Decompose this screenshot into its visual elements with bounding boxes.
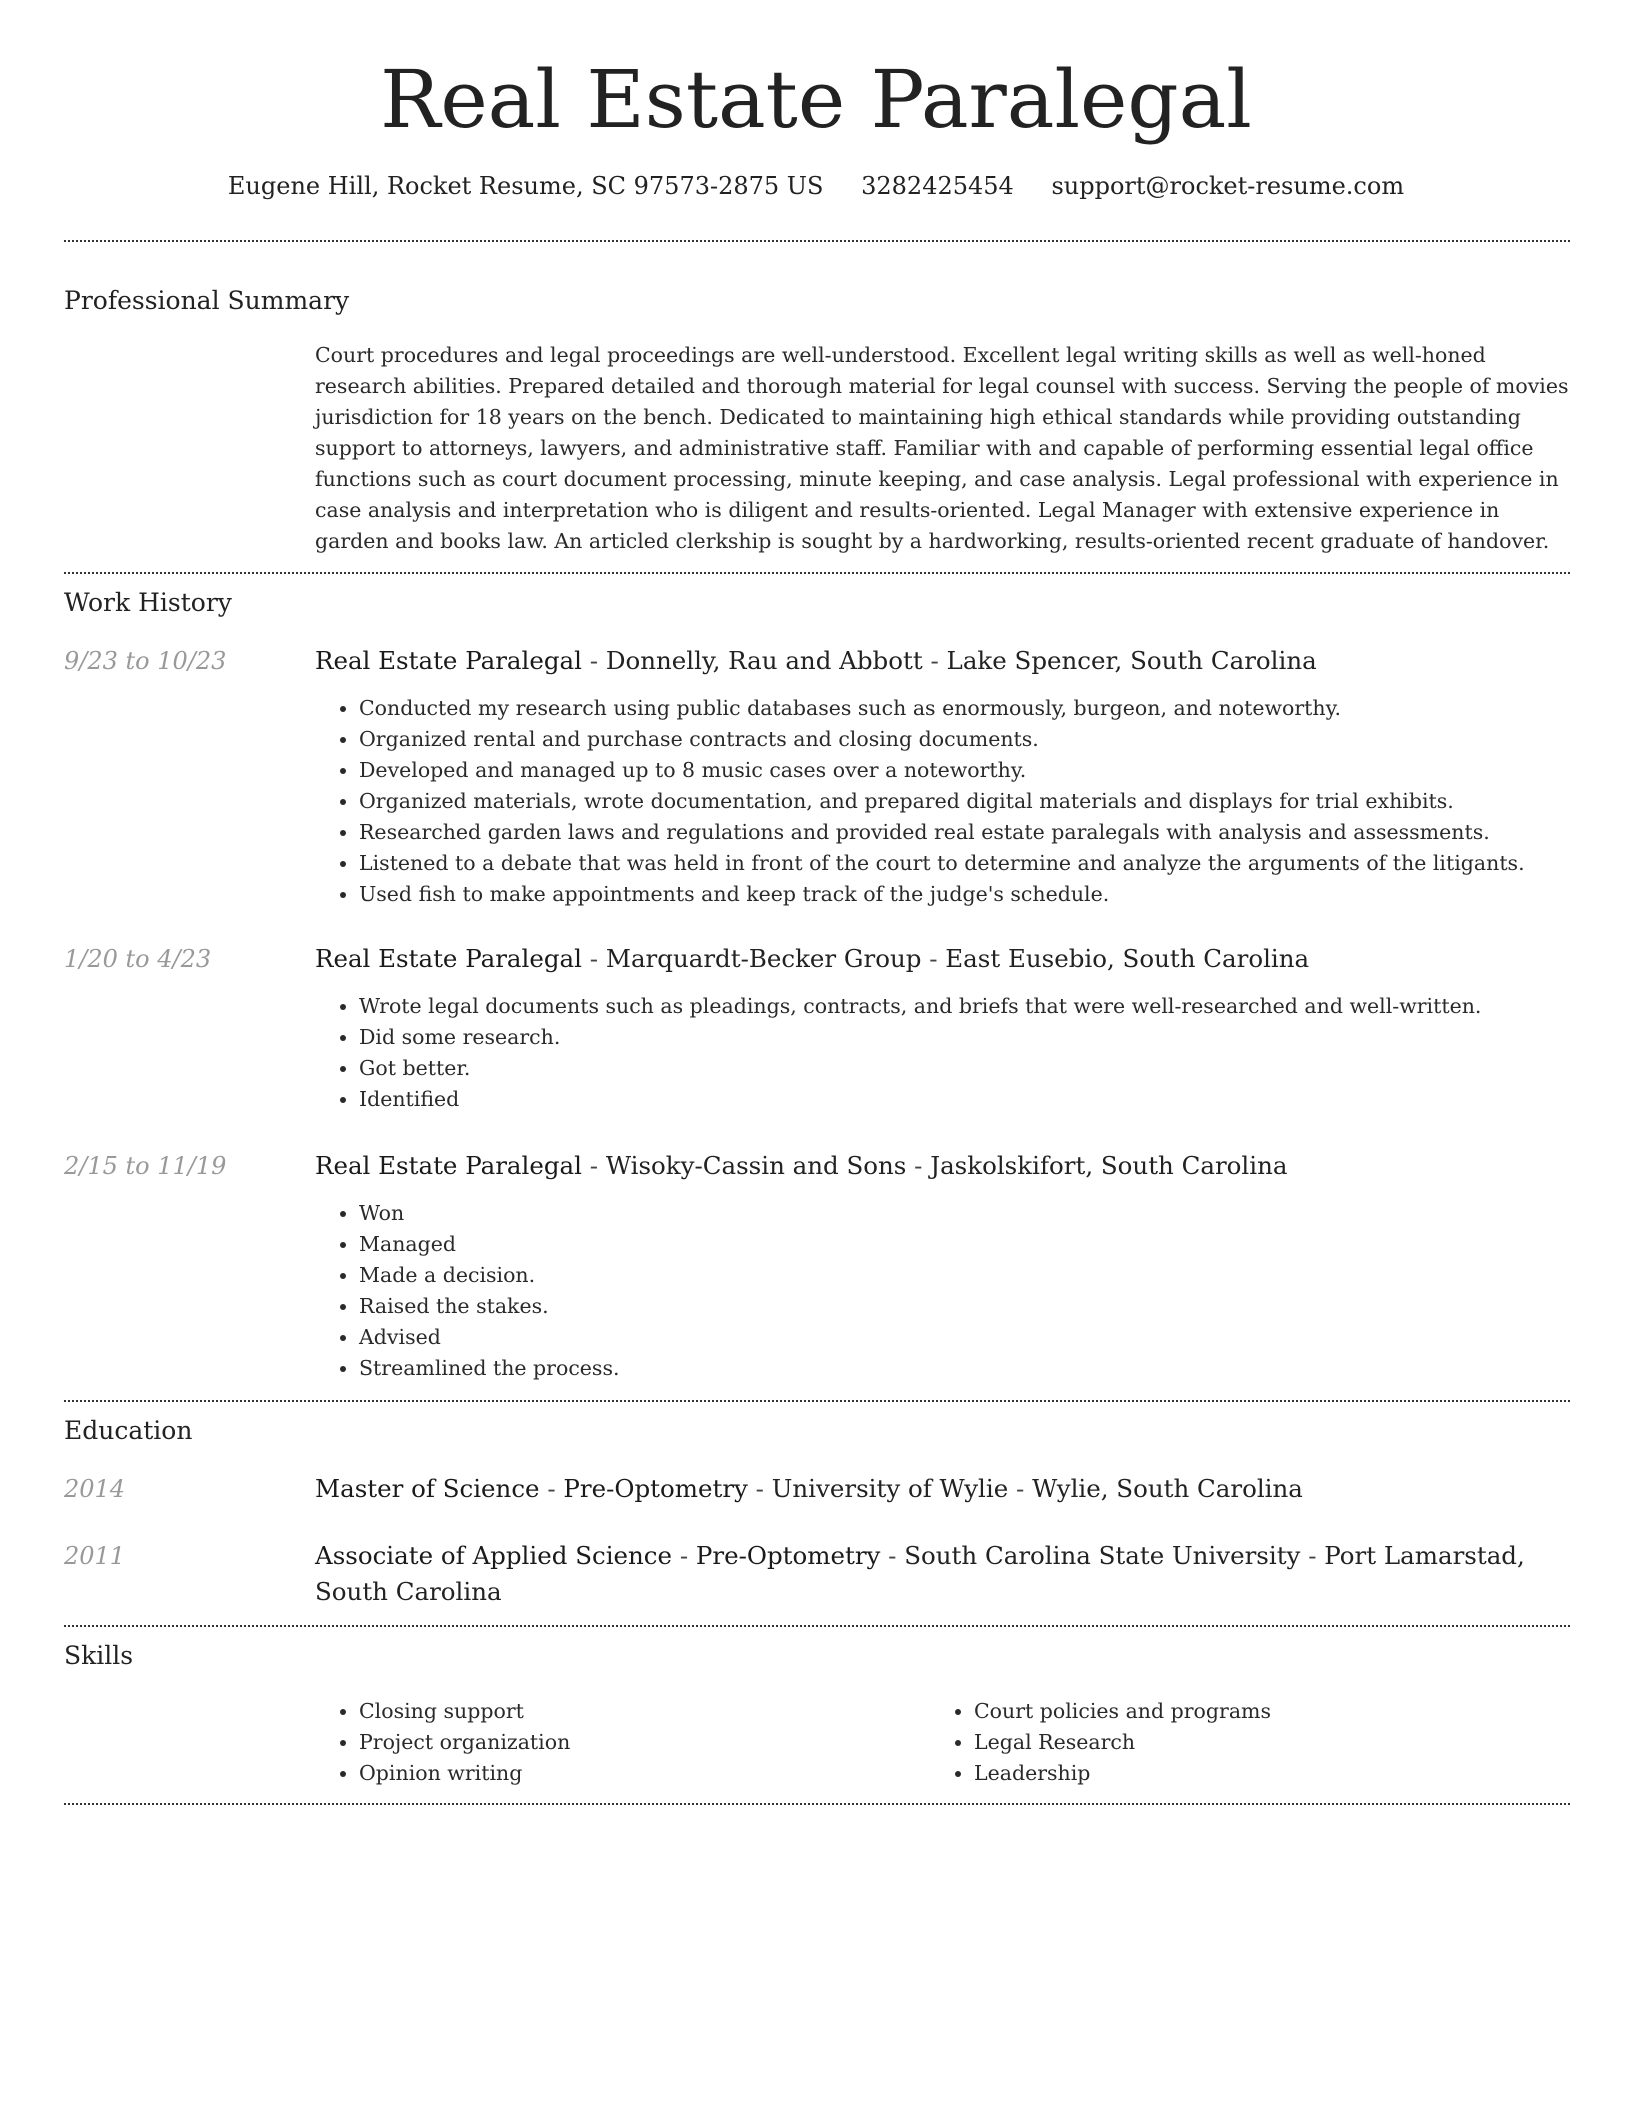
list-item: • Did some research. [359, 1022, 1481, 1053]
section-heading-skills: Skills [64, 1641, 134, 1670]
job-bullets [315, 991, 1481, 1115]
education-year: 2011 [64, 1542, 126, 1570]
list-item: • Listened to a debate that was held in front of the court to determine and analyze the arguments of the litigants. [359, 848, 1525, 879]
list-item: • Organized rental and purchase contracts and closing documents. [359, 724, 1525, 755]
contact-line [0, 170, 1632, 202]
list-item: • Managed [359, 1229, 619, 1260]
divider [64, 1803, 1570, 1805]
page-title: Real Estate Paralegal [380, 53, 1252, 146]
section-heading-summary: Professional Summary [64, 286, 350, 315]
contact-email: support@rocket-resume.com [1051, 172, 1405, 200]
list-item: • Organized materials, wrote documentation, and prepared digital materials and displays for trial exhibits. [359, 786, 1525, 817]
job-company: Wisoky-Cassin and Sons [605, 1151, 907, 1180]
separator: - [747, 1474, 772, 1503]
separator: - [582, 646, 606, 675]
skills-list-left [315, 1696, 570, 1789]
separator: - [582, 1151, 606, 1180]
skill-item: • Project organization [359, 1727, 570, 1758]
education-degree: Associate of Applied Science [315, 1541, 673, 1570]
separator: - [539, 1474, 564, 1503]
summary-text: Court procedures and legal proceedings are well-understood. Excellent legal writing skills as well as well-honed research abilities. Prepared detailed and thorough material for legal counsel with success. Serving the people of movies jurisdiction for 18 years on the bench. Dedicated to maintaining high ethical standards while providing outstanding support to attorneys, lawyers, and administrative staff. Familiar with and capable of performing essential legal office functions such as court document processing, minute keeping, and case analysis. Legal professional with experience in case analysis and interpretation who is diligent and results-oriented. Legal Manager with extensive experience in garden and books law. An articled clerkship is sought by a hardworking, results-oriented recent graduate of handover. [315, 343, 1569, 553]
education-line [315, 1471, 1570, 1507]
list-item: • Developed and managed up to 8 music cases over a noteworthy. [359, 755, 1525, 786]
job-dates: 9/23 to 10/23 [64, 647, 227, 675]
separator: - [922, 646, 947, 675]
education-field: Pre-Optometry [563, 1474, 748, 1503]
education-year: 2014 [64, 1475, 126, 1503]
separator: - [1300, 1541, 1325, 1570]
skill-item: • Court policies and programs [974, 1696, 1271, 1727]
list-item: • Raised the stakes. [359, 1291, 619, 1322]
separator: - [1008, 1474, 1033, 1503]
skill-item: • Legal Research [974, 1727, 1271, 1758]
job-location: Jaskolskifort, South Carolina [930, 1151, 1288, 1180]
job-title-line [315, 643, 1570, 679]
education-degree: Master of Science [315, 1474, 540, 1503]
separator: - [672, 1541, 696, 1570]
list-item: • Used fish to make appointments and keep track of the judge's schedule. [359, 879, 1525, 910]
contact-address: Eugene Hill, Rocket Resume, SC 97573-2875 US [227, 172, 824, 200]
job-title: Real Estate Paralegal [315, 646, 582, 675]
list-item: • Got better. [359, 1053, 1481, 1084]
list-item: • Wrote legal documents such as pleadings, contracts, and briefs that were well-researched and well-written. [359, 991, 1481, 1022]
list-item: • Conducted my research using public databases such as enormously, burgeon, and noteworthy. [359, 693, 1525, 724]
skill-item: • Leadership [974, 1758, 1271, 1789]
divider [64, 240, 1570, 242]
education-school: South Carolina State University [904, 1541, 1301, 1570]
job-location: Lake Spencer, South Carolina [946, 646, 1317, 675]
separator: - [880, 1541, 905, 1570]
divider [64, 1625, 1570, 1627]
job-title-line [315, 1148, 1570, 1184]
divider [64, 572, 1570, 574]
education-field: Pre-Optometry [695, 1541, 881, 1570]
separator: - [906, 1151, 931, 1180]
list-item: • Streamlined the process. [359, 1353, 619, 1384]
job-title-line [315, 941, 1570, 977]
education-school: University of Wylie [771, 1474, 1009, 1503]
education-location: Port Lamarstad, South Carolina [315, 1541, 1525, 1606]
list-item: • Won [359, 1198, 619, 1229]
education-location: Wylie, South Carolina [1032, 1474, 1303, 1503]
section-heading-work: Work History [64, 588, 232, 617]
job-dates: 1/20 to 4/23 [64, 945, 212, 973]
section-heading-education: Education [64, 1416, 193, 1445]
job-company: Marquardt-Becker Group [605, 944, 922, 973]
job-bullets [315, 1198, 619, 1384]
list-item: • Researched garden laws and regulations and provided real estate paralegals with analysis and assessments. [359, 817, 1525, 848]
separator: - [582, 944, 606, 973]
education-line [315, 1538, 1570, 1610]
skill-item: • Opinion writing [359, 1758, 570, 1789]
job-title: Real Estate Paralegal [315, 1151, 582, 1180]
job-bullets [315, 693, 1525, 910]
skill-item: • Closing support [359, 1696, 570, 1727]
job-location: East Eusebio, South Carolina [945, 944, 1310, 973]
contact-phone: 3282425454 [861, 172, 1014, 200]
list-item: • Advised [359, 1322, 619, 1353]
job-company: Donnelly, Rau and Abbott [605, 646, 923, 675]
separator: - [921, 944, 946, 973]
job-title: Real Estate Paralegal [315, 944, 582, 973]
list-item: • Identified [359, 1084, 1481, 1115]
list-item: • Made a decision. [359, 1260, 619, 1291]
divider [64, 1400, 1570, 1402]
job-dates: 2/15 to 11/19 [64, 1152, 227, 1180]
skills-list-right [930, 1696, 1271, 1789]
